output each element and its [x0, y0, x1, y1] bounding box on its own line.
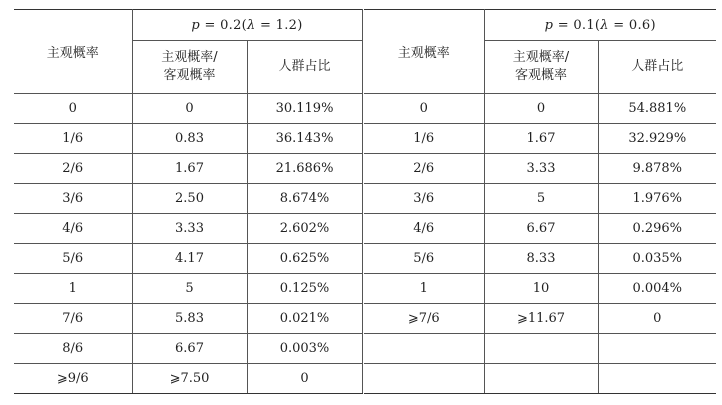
table-row: [14, 244, 362, 274]
cell-share: 9.878%: [598, 154, 716, 184]
table-row: [364, 304, 716, 334]
cell-ratio: 3.33: [484, 154, 598, 184]
table-row: [14, 364, 362, 394]
cell-subjective: [364, 334, 484, 364]
cell-ratio: 0.83: [132, 124, 247, 154]
cell-share: 0.625%: [247, 244, 362, 274]
cell-share: 21.686%: [247, 154, 362, 184]
col-header-ratio: [484, 41, 598, 94]
table-row: [364, 244, 716, 274]
cell-share: 8.674%: [247, 184, 362, 214]
table-row: [364, 274, 716, 304]
cell-ratio: 5: [484, 184, 598, 214]
cell-subjective: 3/6: [14, 184, 132, 214]
cell-share: 0.021%: [247, 304, 362, 334]
table-row: [14, 304, 362, 334]
cell-subjective: 5/6: [364, 244, 484, 274]
cell-subjective: 4/6: [364, 214, 484, 244]
cell-subjective: 2/6: [14, 154, 132, 184]
cell-share: 0.296%: [598, 214, 716, 244]
row-header-subjective-prob: 主观概率: [364, 10, 484, 94]
table-row: [364, 124, 716, 154]
group-header: p = 0.2(λ = 1.2): [132, 10, 362, 41]
col-header-ratio-line2: 客观概率: [163, 68, 216, 83]
table-body: [14, 94, 362, 394]
table-row: [14, 124, 362, 154]
table-p01: [364, 9, 716, 394]
table-body: [364, 94, 716, 394]
table-row: [364, 94, 716, 124]
table-row: [364, 334, 716, 364]
table-row: [14, 154, 362, 184]
cell-ratio: [484, 334, 598, 364]
cell-ratio: 3.33: [132, 214, 247, 244]
group-header: p = 0.1(λ = 0.6): [484, 10, 716, 41]
table-row: [14, 184, 362, 214]
cell-subjective: 1: [14, 274, 132, 304]
col-header-share: 人群占比: [598, 41, 716, 94]
table-row: [14, 214, 362, 244]
cell-share: 0.004%: [598, 274, 716, 304]
cell-share: 30.119%: [247, 94, 362, 124]
col-header-ratio-line2: 客观概率: [514, 68, 567, 83]
cell-subjective: 1: [364, 274, 484, 304]
cell-share: 0: [598, 304, 716, 334]
col-header-share: 人群占比: [247, 41, 362, 94]
cell-share: [598, 334, 716, 364]
table-row: [14, 94, 362, 124]
cell-ratio: 1.67: [132, 154, 247, 184]
cell-share: 32.929%: [598, 124, 716, 154]
cell-ratio: [484, 364, 598, 394]
cell-subjective: 5/6: [14, 244, 132, 274]
cell-ratio: 0: [484, 94, 598, 124]
cell-share: 1.976%: [598, 184, 716, 214]
table-row: [364, 184, 716, 214]
cell-share: 0: [247, 364, 362, 394]
cell-subjective: ⩾7/6: [364, 304, 484, 334]
cell-ratio: 0: [132, 94, 247, 124]
cell-subjective: 7/6: [14, 304, 132, 334]
cell-share: [598, 364, 716, 394]
cell-share: 0.003%: [247, 334, 362, 364]
cell-subjective: ⩾9/6: [14, 364, 132, 394]
cell-subjective: 8/6: [14, 334, 132, 364]
cell-ratio: 5.83: [132, 304, 247, 334]
cell-ratio: ⩾7.50: [132, 364, 247, 394]
cell-ratio: 10: [484, 274, 598, 304]
cell-ratio: 6.67: [484, 214, 598, 244]
cell-ratio: 1.67: [484, 124, 598, 154]
cell-share: 0.035%: [598, 244, 716, 274]
cell-share: 36.143%: [247, 124, 362, 154]
cell-ratio: 4.17: [132, 244, 247, 274]
cell-ratio: 8.33: [484, 244, 598, 274]
cell-ratio: 5: [132, 274, 247, 304]
col-header-ratio: [132, 41, 247, 94]
cell-subjective: 0: [364, 94, 484, 124]
row-header-subjective-prob: 主观概率: [14, 10, 132, 94]
cell-subjective: 4/6: [14, 214, 132, 244]
cell-subjective: 1/6: [14, 124, 132, 154]
cell-ratio: 2.50: [132, 184, 247, 214]
cell-share: 54.881%: [598, 94, 716, 124]
cell-subjective: 3/6: [364, 184, 484, 214]
table-row: [14, 274, 362, 304]
col-header-ratio-line1: 主观概率/: [512, 50, 570, 65]
cell-share: 2.602%: [247, 214, 362, 244]
cell-subjective: [364, 364, 484, 394]
table-p02: [14, 9, 363, 394]
cell-subjective: 1/6: [364, 124, 484, 154]
cell-ratio: 6.67: [132, 334, 247, 364]
cell-share: 0.125%: [247, 274, 362, 304]
cell-subjective: 0: [14, 94, 132, 124]
table-row: [364, 154, 716, 184]
table-row: [14, 334, 362, 364]
col-header-ratio-line1: 主观概率/: [161, 50, 218, 65]
cell-subjective: 2/6: [364, 154, 484, 184]
table-row: [364, 214, 716, 244]
cell-ratio: ⩾11.67: [484, 304, 598, 334]
table-row: [364, 364, 716, 394]
